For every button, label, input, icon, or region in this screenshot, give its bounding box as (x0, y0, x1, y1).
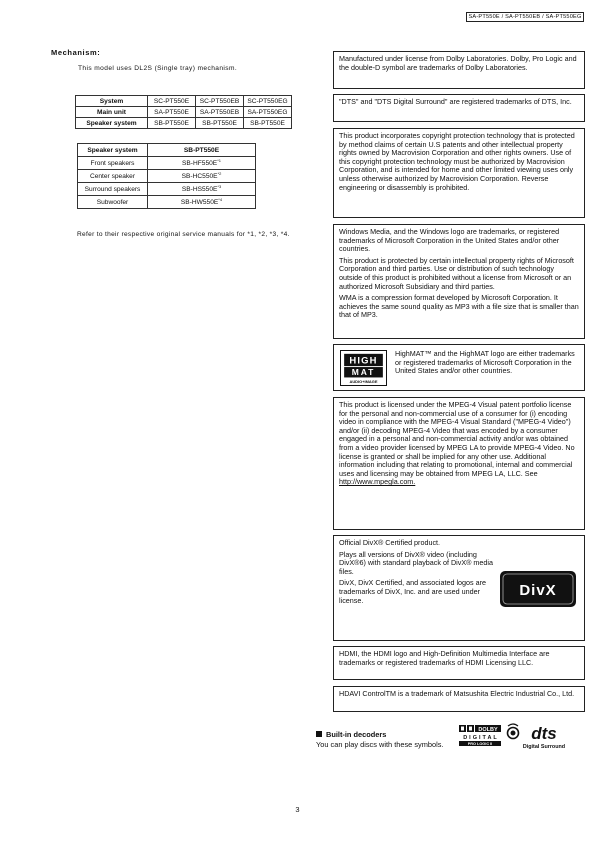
highmat-logo (340, 350, 387, 386)
divx-notice-p2: Plays all versions of DivX® video (including DivX®6) with standard playback of DivX® media files. (339, 549, 494, 576)
table-cell (148, 157, 256, 170)
table-cell: SA-PT550EG (244, 107, 292, 118)
dolby-notice: Manufactured under license from Dolby Laboratories. Dolby, Pro Logic and the double-D symbol are trademarks of Dolby Laboratories. (339, 54, 577, 72)
model-header: SA-PT550E / SA-PT550EB / SA-PT550EG (466, 12, 584, 22)
dts-notice-box (333, 94, 585, 122)
speaker-model: SB-HS550E (181, 186, 218, 194)
table-cell: SB-PT550E (244, 118, 292, 129)
mpeg4-notice-text: This product is licensed under the MPEG-4 Visual patent portfolio license for the personal and non-commercial use of a consumer for (i) encoding video in compliance with the MPEG-4 Visual Standard ("MPEG-4 Video") and/or (ii) decoding MPEG-4 Video that was encoded by a consumer engaged in a personal and non-commercial activity and/or was obtained from a video provider licensed by MPEG LA to provide MPEG-4 Video. No license is granted or shall be implied for any other use. Additional information including that relating to promotional, internal and commercial uses and licensing may be obtained from MPEG LA, LLC. See (339, 400, 575, 478)
dts-logo-text: dts (531, 724, 557, 743)
highmat-notice: HighMAT™ and the HighMAT logo are either trademarks or registered trademarks of Microsoft Corporation in the United States and/or other countries. (395, 349, 575, 376)
table-row (78, 144, 256, 157)
footnote-mark: *2 (217, 171, 222, 177)
mechanism-title: Mechanism: (51, 48, 101, 57)
page-number: 3 (295, 805, 300, 814)
dts-notice: "DTS" and "DTS Digital Surround" are registered trademarks of DTS, Inc. (339, 97, 572, 106)
table-cell: Front speakers (78, 157, 148, 170)
hdmi-notice: HDMI, the HDMI logo and High-Definition Multimedia Interface are trademarks or registered trademarks of HDMI Licensing LLC. (339, 649, 550, 667)
square-bullet-icon (316, 731, 322, 737)
table-cell: SC-PT550EB (196, 96, 244, 107)
divx-notice-p3: DivX, DivX Certified, and associated logos are trademarks of DivX, Inc. and are used under license. (339, 578, 487, 605)
macrovision-notice-box (333, 128, 585, 218)
table-cell: Surround speakers (78, 183, 148, 196)
mpegla-link[interactable]: http://www.mpegla.com. (339, 477, 416, 487)
highmat-logo-line2: MAT (351, 367, 376, 378)
divx-logo-text: DivX (519, 582, 557, 599)
built-in-decoders (316, 730, 443, 750)
built-in-text: You can play discs with these symbols. (316, 740, 444, 749)
table-cell: Speaker system (78, 144, 148, 157)
table-row (76, 118, 292, 129)
table-cell (148, 196, 256, 209)
speaker-model: SB-HW550E (180, 199, 219, 207)
table-row (78, 157, 256, 170)
table-cell: Main unit (76, 107, 148, 118)
table-cell: SA-PT550E (148, 107, 196, 118)
refer-note: Refer to their respective original service manuals for *1, *2, *3, *4. (77, 231, 290, 238)
built-in-title: Built-in decoders (326, 730, 387, 739)
dolby-logo-line3: PRO LOGIC II (467, 742, 493, 746)
speaker-table (77, 143, 256, 209)
table-cell: System (76, 96, 148, 107)
footnote-mark: *3 (217, 184, 222, 190)
highmat-logo-line1: HIGH (349, 355, 378, 367)
dolby-logo-line2: DIGITAL (463, 735, 499, 741)
dts-logo (506, 722, 570, 750)
speaker-model: SB-HF550E (182, 160, 218, 168)
macrovision-notice: This product incorporates copyright protection technology that is protected by method claims of certain U.S patents and other intellectual property rights owned by Macrovision Corporation and other rights owners. Use of this copyright protection technology must be authorized by Macrovision Corporation, and is intended for home and other limited viewing uses only unless otherwise authorized by Macrovision Corporation. Reverse engineering or disassembly is prohibited. (339, 131, 575, 192)
system-table (75, 95, 292, 129)
hdavi-notice: HDAVI ControlTM is a trademark of Matsushita Electric Industrial Co., Ltd. (339, 689, 575, 698)
divx-notice-text (339, 539, 494, 605)
table-row (78, 183, 256, 196)
table-row (78, 170, 256, 183)
windows-notice-p2: This product is protected by certain intellectual property rights of Microsoft Corporation and third parties. Use or distribution of such technology outside of this product is prohibited without a license from Microsoft or an authorized Microsoft Subsidiary and third parties. (339, 255, 574, 291)
windows-notice-p1: Windows Media, and the Windows logo are trademarks, or registered trademarks of Microsoft Corporation in the United States and/or other countries. (339, 227, 560, 254)
built-in-title-row (316, 730, 443, 740)
speaker-model: SB-HC550E (181, 173, 218, 181)
table-cell (148, 170, 256, 183)
table-row (78, 196, 256, 209)
table-cell: Subwoofer (78, 196, 148, 209)
dts-logo-sub: Digital Surround (522, 744, 566, 750)
footnote-mark: *4 (218, 197, 223, 203)
hdavi-notice-box (333, 686, 585, 712)
divx-logo (500, 571, 576, 607)
highmat-notice-box (333, 344, 585, 391)
table-cell: Center speaker (78, 170, 148, 183)
windows-notice-p3: WMA is a compression format developed by Microsoft Corporation. It achieves the same sound quality as MP3 with a file size that is smaller than that of MP3. (339, 293, 579, 320)
table-cell: SB-PT550E (148, 144, 256, 157)
table-cell: SB-PT550E (196, 118, 244, 129)
mechanism-text: This model uses DL2S (Single tray) mechanism. (78, 65, 238, 72)
footnote-mark: *1 (217, 158, 221, 164)
dolby-logo-line1: DOLBY (478, 727, 498, 733)
hdmi-notice-box (333, 646, 585, 680)
table-cell: SC-PT550E (148, 96, 196, 107)
table-cell: SB-PT550E (148, 118, 196, 129)
divx-notice-p1: Official DivX® Certified product. (339, 538, 441, 547)
dolby-digital-logo (459, 725, 505, 747)
table-cell (148, 183, 256, 196)
divx-notice-box (333, 535, 585, 641)
mpeg4-notice (339, 401, 579, 487)
highmat-logo-line3: AUDIO+IMAGE (349, 379, 378, 385)
table-row (76, 96, 292, 107)
table-row (76, 107, 292, 118)
mpeg4-notice-box (333, 397, 585, 530)
dolby-notice-box (333, 51, 585, 89)
windows-media-notice-box (333, 224, 585, 339)
table-cell: SC-PT550EG (244, 96, 292, 107)
table-cell: SA-PT550EB (196, 107, 244, 118)
table-cell: Speaker system (76, 118, 148, 129)
